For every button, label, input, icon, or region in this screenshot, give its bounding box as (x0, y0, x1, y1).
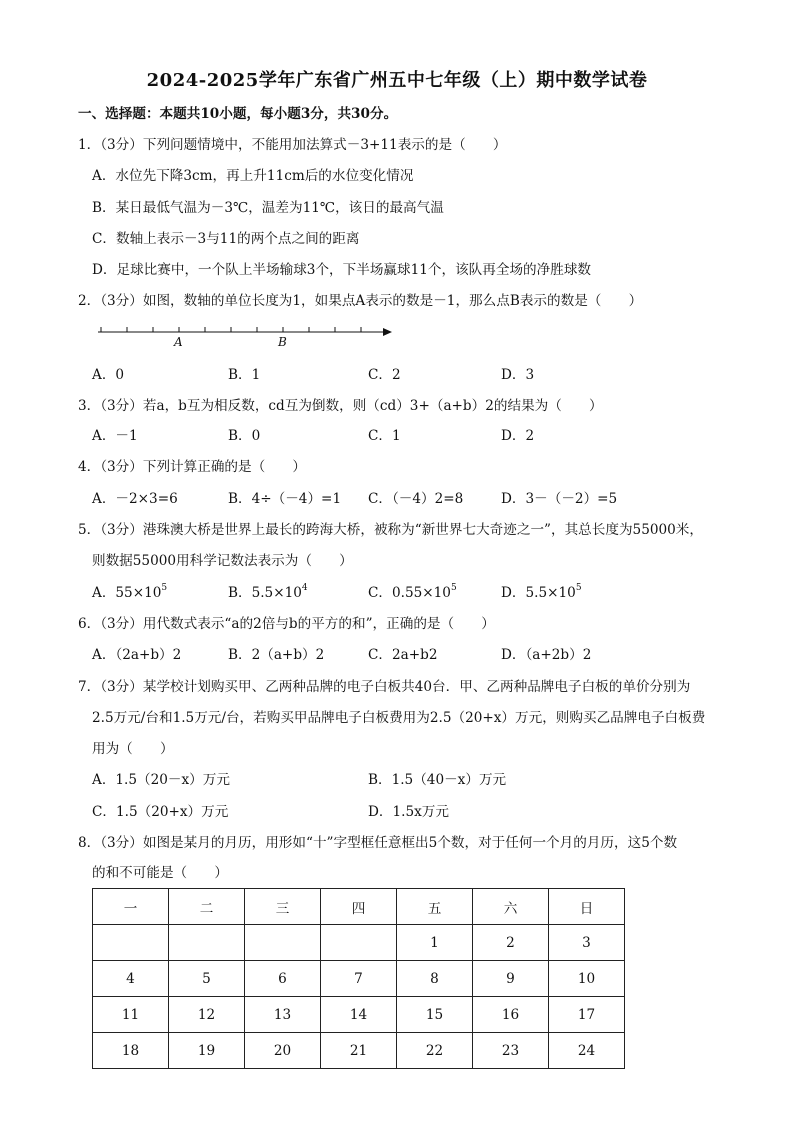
calendar-cell: 13 (245, 997, 321, 1033)
calendar-cell: 24 (549, 1033, 625, 1069)
question-8-stem-line2: 的和不可能是（ ） (92, 865, 228, 881)
question-6-stem: 6．（3分）用代数式表示“a的2倍与b的平方的和”，正确的是（ ） (78, 616, 495, 632)
calendar-row (93, 961, 625, 997)
q5-option-d-exponent: 5 (575, 583, 582, 593)
calendar-cell (169, 925, 245, 961)
calendar-header-cell: 一 (93, 889, 169, 925)
q1-option-c: C．数轴上表示－3与11的两个点之间的距离 (92, 231, 360, 247)
q3-option-a: A．－1 (92, 428, 138, 444)
q5-option-b-exponent: 4 (301, 583, 308, 593)
calendar-header-cell: 日 (549, 889, 625, 925)
calendar-cell: 15 (397, 997, 473, 1033)
q6-option-d: D．（a+2b）2 (501, 647, 592, 663)
q4-option-c: C．（－4）2=8 (368, 491, 464, 507)
q5-option-a-text: A．55×10 (92, 585, 162, 601)
q6-option-b: B．2（a+b）2 (228, 647, 325, 663)
calendar-cell: 2 (473, 925, 549, 961)
q1-option-d: D．足球比赛中，一个队上半场输球3个，下半场赢球11个，该队再全场的净胜球数 (92, 262, 592, 278)
q5-option-c-text: C．0.55×10 (368, 585, 451, 601)
q7-option-b: B．1.5（40－x）万元 (368, 772, 507, 788)
calendar-cell (245, 925, 321, 961)
q5-option-a-exponent: 5 (161, 583, 168, 593)
question-2-stem: 2．（3分）如图，数轴的单位长度为1，如果点A表示的数是－1，那么点B表示的数是（ ） (78, 293, 643, 309)
calendar-cell: 22 (397, 1033, 473, 1069)
page-title: 2024-2025学年广东省广州五中七年级（上）期中数学试卷 (146, 70, 648, 91)
calendar-cell: 4 (93, 961, 169, 997)
calendar-cell: 3 (549, 925, 625, 961)
question-5-stem-line2: 则数据55000用科学记数法表示为（ ） (92, 553, 353, 569)
q1-option-b: B．某日最低气温为－3℃，温差为11℃，该日的最高气温 (92, 200, 444, 216)
calendar-header-cell: 三 (245, 889, 321, 925)
calendar-cell: 23 (473, 1033, 549, 1069)
q5-option-d (501, 583, 582, 603)
calendar-cell: 20 (245, 1033, 321, 1069)
question-8-stem-line1: 8．（3分）如图是某月的月历，用形如“十”字型框任意框出5个数，对于任何一个月的月历，这5个数 (78, 835, 678, 851)
q1-option-a: A．水位先下降3cm，再上升11cm后的水位变化情况 (92, 168, 414, 184)
q4-option-d: D．3－（－2）=5 (501, 491, 618, 507)
q2-option-c: C．2 (368, 367, 401, 383)
q2-option-d: D．3 (501, 367, 535, 383)
calendar-cell: 6 (245, 961, 321, 997)
calendar-cell: 1 (397, 925, 473, 961)
q5-option-a (92, 583, 167, 603)
calendar-cell: 7 (321, 961, 397, 997)
calendar-cell: 21 (321, 1033, 397, 1069)
calendar-cell: 9 (473, 961, 549, 997)
calendar-cell: 16 (473, 997, 549, 1033)
number-line (96, 322, 396, 352)
calendar-header-cell: 四 (321, 889, 397, 925)
q5-option-b (228, 583, 308, 603)
number-line-figure (96, 322, 396, 352)
calendar-cell: 5 (169, 961, 245, 997)
point-a-label: A (174, 335, 183, 349)
q3-option-d: D．2 (501, 428, 535, 444)
q7-option-d: D．1.5x万元 (368, 804, 449, 820)
calendar-header-cell: 五 (397, 889, 473, 925)
question-1-stem: 1．（3分）下列问题情境中，不能用加法算式－3+11表示的是（ ） (78, 137, 507, 153)
q4-option-b: B．4÷（－4）=1 (228, 491, 342, 507)
calendar-cell: 17 (549, 997, 625, 1033)
q2-option-b: B．1 (228, 367, 261, 383)
section-heading: 一、选择题：本题共10小题，每小题3分，共30分。 (78, 106, 398, 122)
question-5-stem-line1: 5．（3分）港珠澳大桥是世界上最长的跨海大桥，被称为“新世界七大奇迹之一”，其总长度为55000米， (78, 522, 703, 538)
calendar-header-row (93, 889, 625, 925)
q6-option-c: C．2a+b2 (368, 647, 438, 663)
q6-option-a: A．（2a+b）2 (92, 647, 182, 663)
question-3-stem: 3．（3分）若a，b互为相反数，cd互为倒数，则（cd）3+（a+b）2的结果为（ ） (78, 398, 603, 414)
calendar-cell (93, 925, 169, 961)
point-b-label: B (278, 335, 287, 349)
question-4-stem: 4．（3分）下列计算正确的是（ ） (78, 459, 306, 475)
q5-option-c (368, 583, 457, 603)
calendar-row (93, 1033, 625, 1069)
question-7-stem-line1: 7．（3分）某学校计划购买甲、乙两种品牌的电子白板共40台．甲、乙两种品牌电子白板的单价分别为 (78, 679, 691, 695)
calendar-cell: 12 (169, 997, 245, 1033)
calendar-cell: 19 (169, 1033, 245, 1069)
calendar-header-cell: 二 (169, 889, 245, 925)
q3-option-c: C．1 (368, 428, 401, 444)
q3-option-b: B．0 (228, 428, 261, 444)
calendar-cell: 18 (93, 1033, 169, 1069)
question-7-stem-line3: 用为（ ） (92, 741, 174, 757)
q7-option-c: C．1.5（20+x）万元 (92, 804, 229, 820)
q4-option-a: A．－2×3=6 (92, 491, 178, 507)
calendar-cell: 14 (321, 997, 397, 1033)
calendar-row (93, 925, 625, 961)
calendar-header-cell: 六 (473, 889, 549, 925)
question-7-stem-line2: 2.5万元/台和1.5万元/台，若购买甲品牌电子白板费用为2.5（20+x）万元，则购买乙品牌电子白板费 (92, 710, 706, 726)
q2-option-a: A．0 (92, 367, 125, 383)
q7-option-a: A．1.5（20－x）万元 (92, 772, 230, 788)
calendar-cell: 8 (397, 961, 473, 997)
calendar-table (92, 888, 625, 1069)
q5-option-d-text: D．5.5×10 (501, 585, 576, 601)
calendar-row (93, 997, 625, 1033)
calendar-cell: 11 (93, 997, 169, 1033)
q5-option-b-text: B．5.5×10 (228, 585, 302, 601)
calendar-cell: 10 (549, 961, 625, 997)
calendar-cell (321, 925, 397, 961)
q5-option-c-exponent: 5 (450, 583, 457, 593)
